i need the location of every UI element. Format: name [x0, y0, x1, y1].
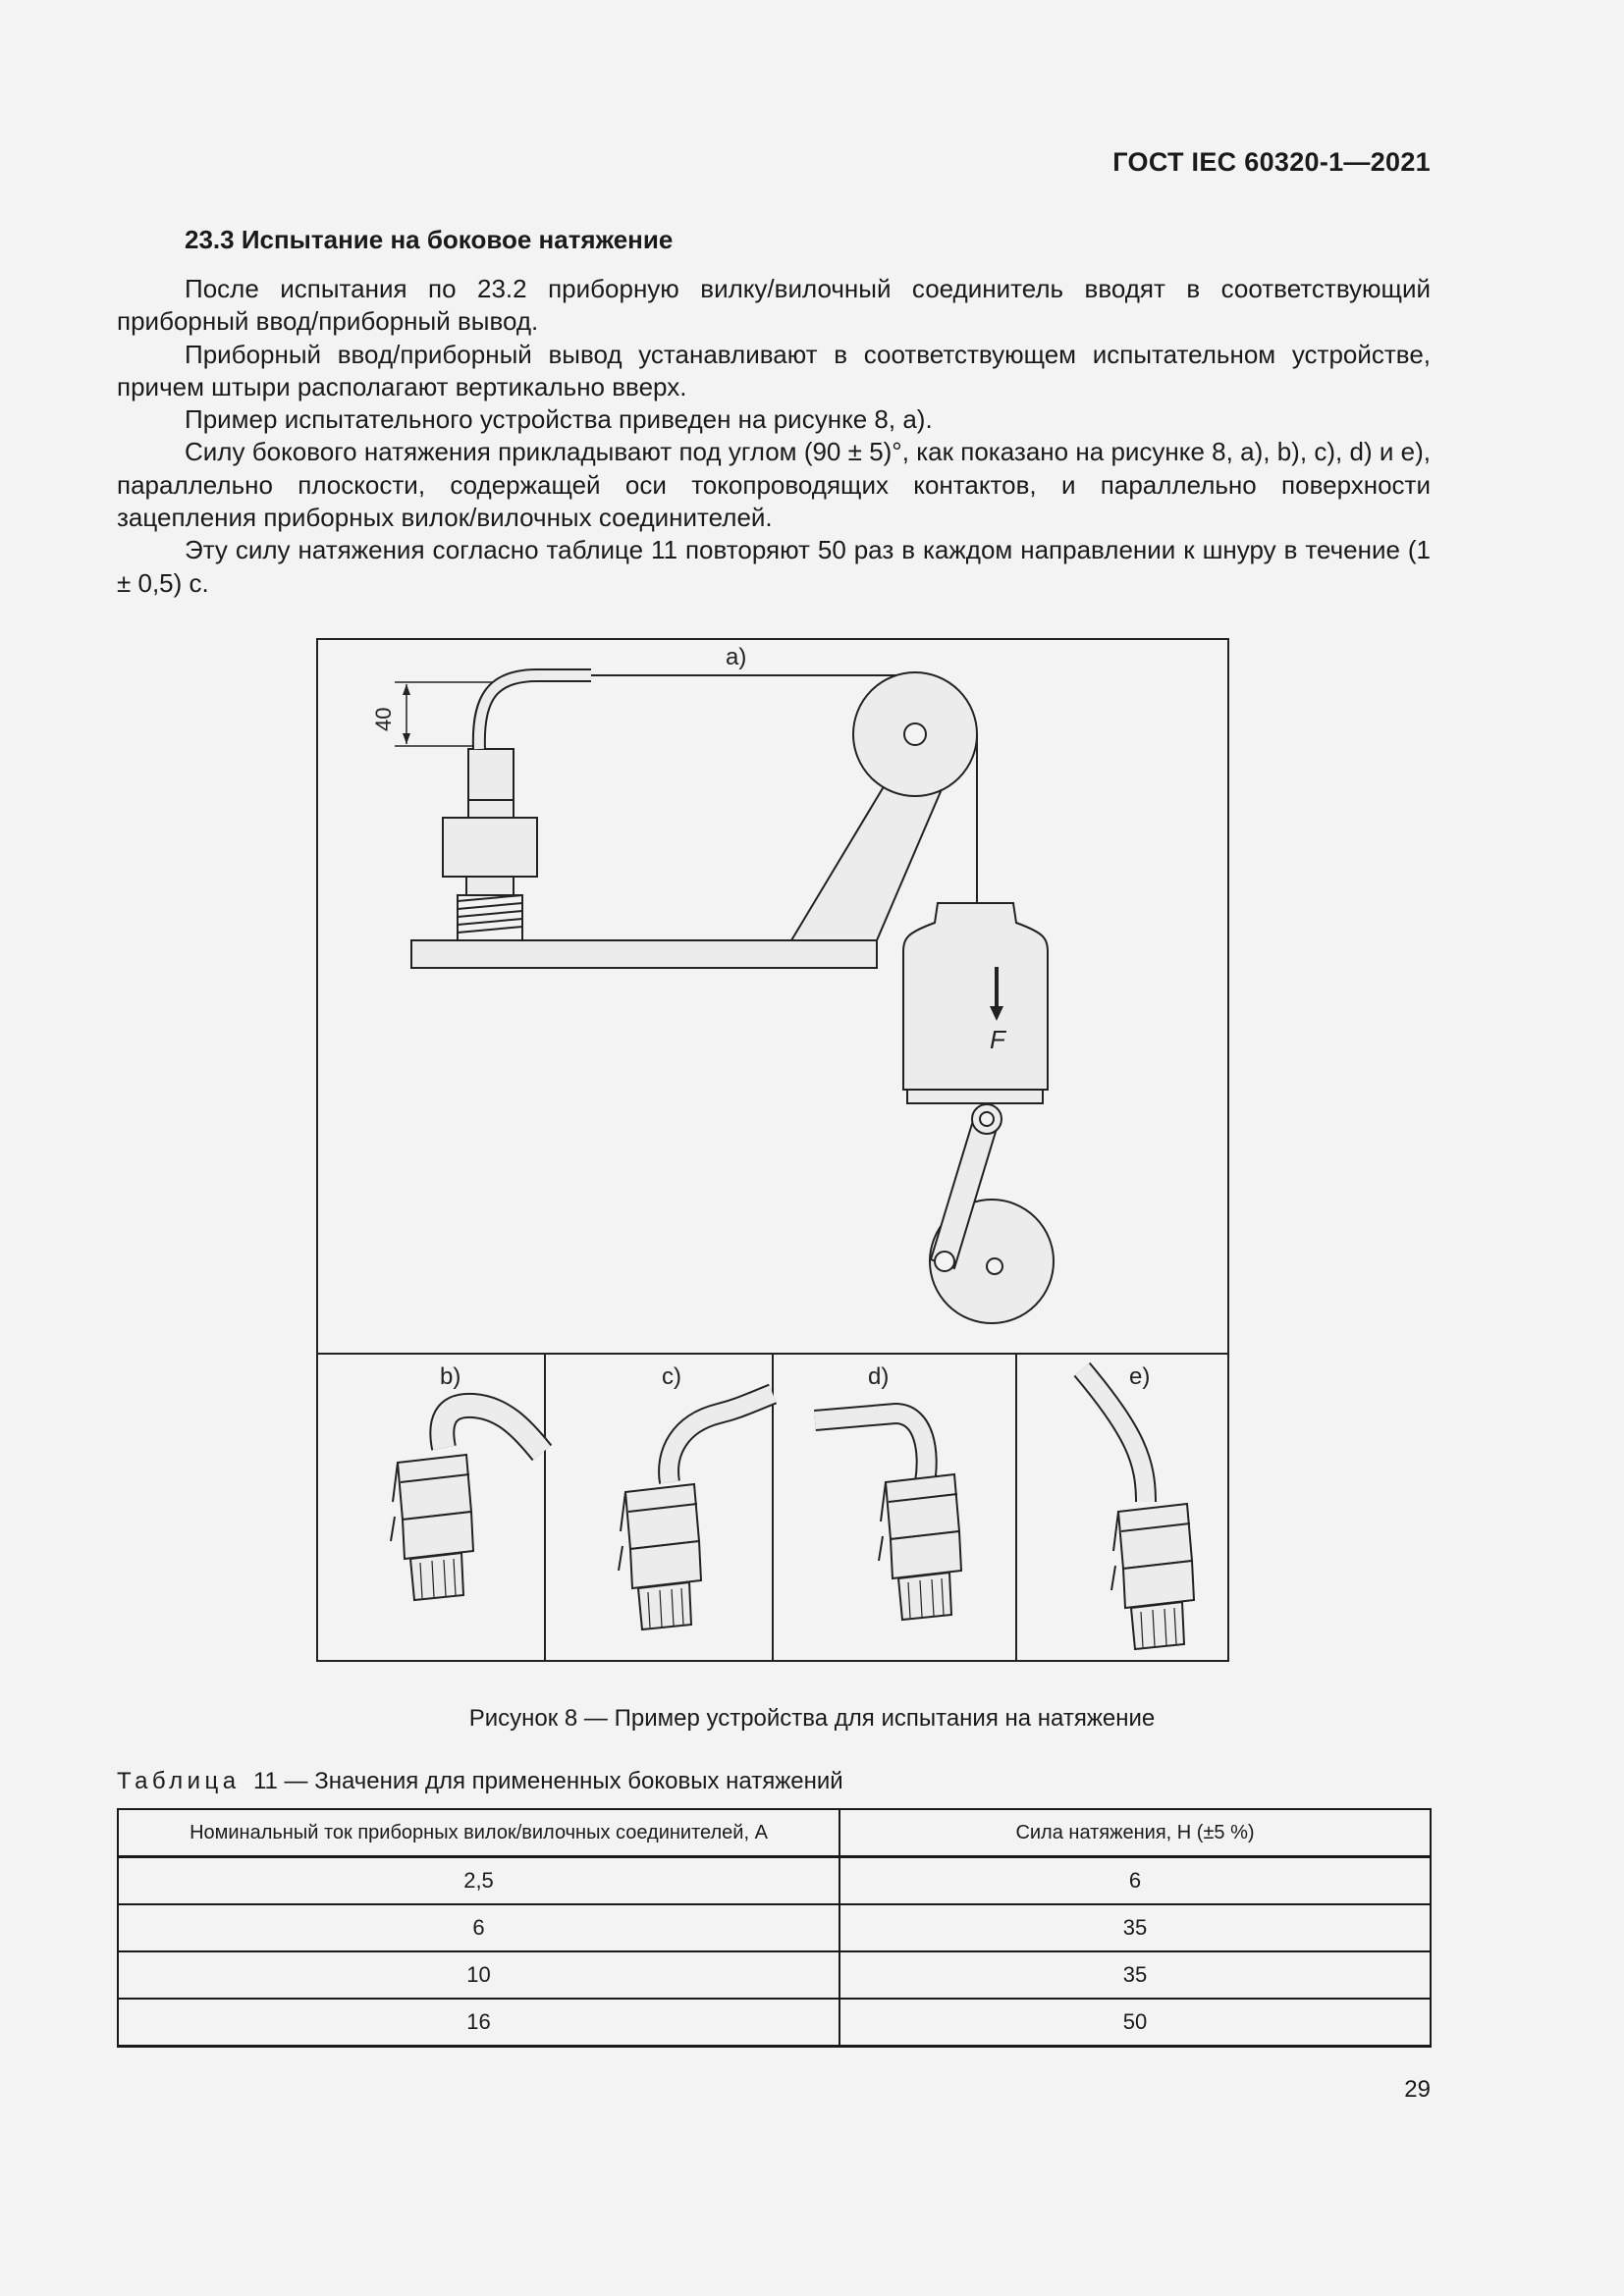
panel-label-b: b): [440, 1363, 461, 1390]
table-cell: 6: [839, 1857, 1431, 1905]
table-title-prefix: Таблица: [117, 1768, 241, 1794]
weight: [903, 903, 1048, 1103]
paragraph: После испытания по 23.2 приборную вилку/вилочный соединитель вводят в соответствующий приборный ввод/приборный вывод.: [117, 274, 1431, 337]
section-title: 23.3 Испытание на боковое натяжение: [185, 225, 674, 254]
table-title: [117, 1768, 843, 1795]
table-row: [118, 1999, 1431, 2047]
panel-label-e: е): [1129, 1363, 1151, 1390]
table-cell: 50: [839, 1999, 1431, 2047]
figure-caption: Рисунок 8 — Пример устройства для испытания на натяжение: [468, 1705, 1156, 1732]
paragraph: Приборный ввод/приборный вывод устанавливают в соответствующем испытательном устройстве, причем штыри располагают вертикально вверх.: [117, 339, 1431, 401]
table-row: [118, 1857, 1431, 1905]
body-text: [117, 273, 1431, 600]
panel-e-connector: [1082, 1369, 1194, 1649]
table-title-rest: 11 — Значения для примененных боковых натяжений: [252, 1768, 843, 1794]
page-number: 29: [1404, 2076, 1431, 2103]
document-header: ГОСТ IEC 60320-1—2021: [1112, 147, 1431, 177]
figure-8: [316, 638, 1229, 1662]
panel-c-connector: [619, 1394, 773, 1629]
column-header: Номинальный ток приборных вилок/вилочных соединителей, А: [118, 1809, 839, 1857]
table-header-row: [118, 1809, 1431, 1857]
table-cell: 6: [118, 1904, 839, 1951]
svg-text:40: 40: [371, 707, 396, 731]
paragraph: Силу бокового натяжения прикладывают под углом (90 ± 5)°, как показано на рисунке 8, а), b), с), d) и е), параллельно плоскости, содержащей оси токопроводящих контактов, и параллельно поверхности зацепления приборных вилок/вилочных соединителей.: [117, 437, 1431, 533]
table-cell: 35: [839, 1904, 1431, 1951]
panel-label-c: с): [662, 1363, 681, 1390]
table-cell: 10: [118, 1951, 839, 1999]
pulley-axle: [904, 723, 926, 745]
paragraph: Пример испытательного устройства приведен на рисунке 8, а).: [185, 404, 933, 435]
table-cell: 2,5: [118, 1857, 839, 1905]
table-row: [118, 1951, 1431, 1999]
table-cell: 35: [839, 1951, 1431, 1999]
force-label: F: [990, 1025, 1005, 1054]
paragraph: Эту силу натяжения согласно таблице 11 повторяют 50 раз в каждом направлении к шнуру в течение (1 ± 0,5) с.: [117, 535, 1431, 598]
table-11: [117, 1808, 1432, 2048]
panel-label-a: а): [726, 644, 747, 670]
panel-label-d: d): [868, 1363, 890, 1390]
panel-b-connector: [391, 1406, 542, 1600]
panel-d-connector: [815, 1414, 961, 1620]
column-header: Сила натяжения, Н (±5 %): [839, 1809, 1431, 1857]
base-plate: [411, 940, 877, 968]
table-row: [118, 1904, 1431, 1951]
table-cell: 16: [118, 1999, 839, 2047]
